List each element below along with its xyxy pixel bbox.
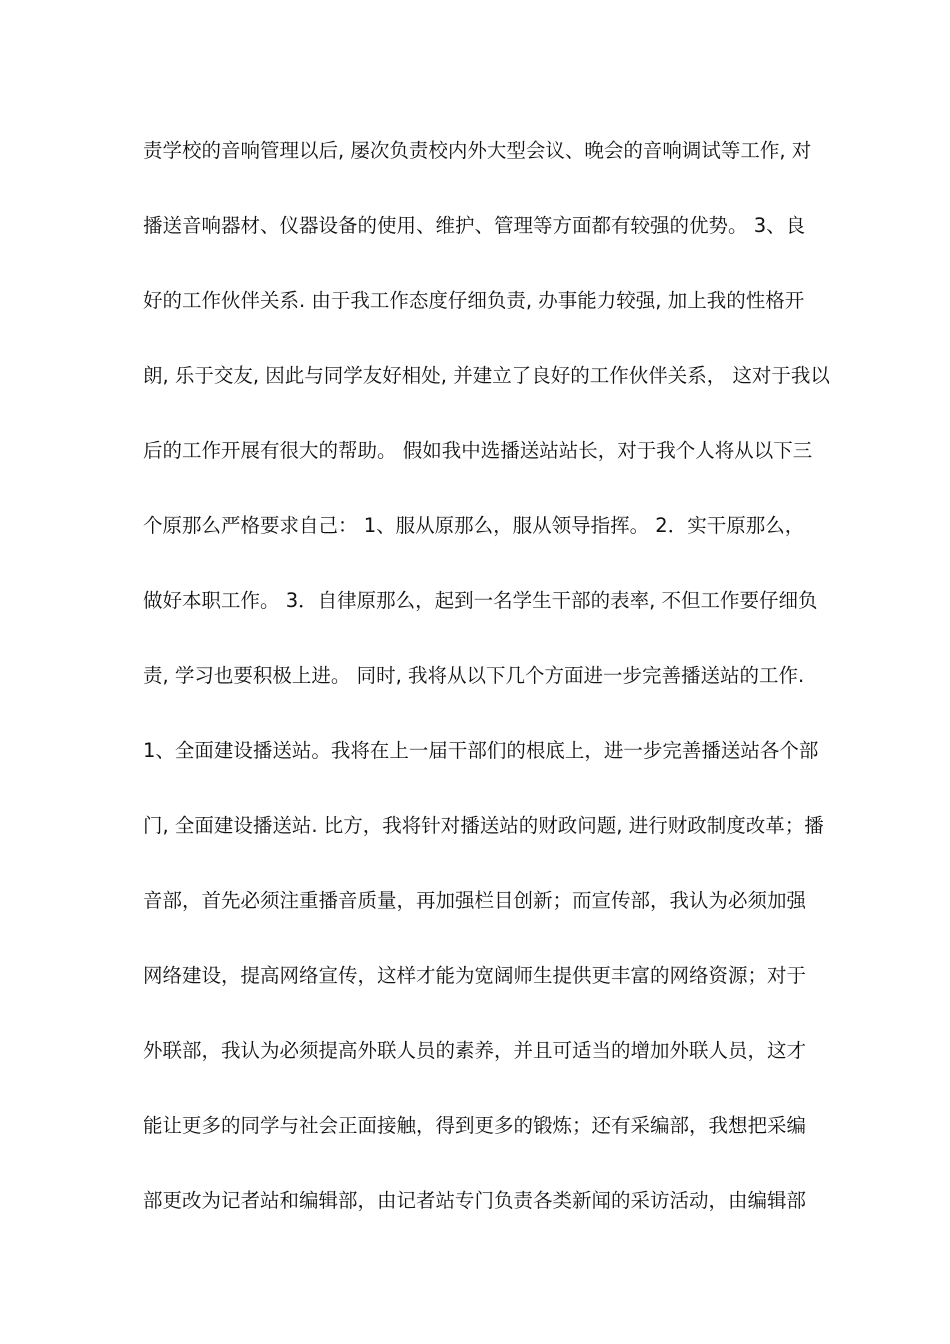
text-line: 1、全面建设播送站。我将在上一届干部们的根底上，进一步完善播送站各个部	[143, 739, 819, 762]
text-line: 个原那么严格要求自己： 1、服从原那么，服从领导指挥。 2．实干原那么，	[143, 514, 805, 537]
body-text	[143, 130, 830, 1255]
text-line: 门, 全面建设播送站. 比方，我将针对播送站的财政问题, 进行财政制度改革；播	[143, 814, 824, 837]
text-line: 朗, 乐于交友, 因此与同学友好相处, 并建立了良好的工作伙伴关系， 这对于我以	[143, 364, 830, 387]
text-line: 责, 学习也要积极上进。 同时, 我将从以下几个方面进一步完善播送站的工作.	[143, 664, 805, 687]
text-line: 音部，首先必须注重播音质量，再加强栏目创新；而宣传部，我认为必须加强	[143, 889, 807, 912]
text-line: 能让更多的同学与社会正面接触，得到更多的锻炼；还有采编部，我想把采编	[143, 1114, 807, 1137]
text-line: 后的工作开展有很大的帮助。 假如我中选播送站站长，对于我个人将从以下三	[143, 439, 813, 462]
text-line: 外联部，我认为必须提高外联人员的素养，并且可适当的增加外联人员，这才	[143, 1039, 807, 1062]
text-line: 做好本职工作。 3．自律原那么，起到一名学生干部的表率, 不但工作要仔细负	[143, 589, 818, 612]
text-line: 责学校的音响管理以后, 屡次负责校内外大型会议、晚会的音响调试等工作, 对	[143, 139, 812, 162]
text-line: 部更改为记者站和编辑部，由记者站专门负责各类新闻的采访活动，由编辑部	[143, 1189, 807, 1212]
text-line: 好的工作伙伴关系. 由于我工作态度仔细负责, 办事能力较强, 加上我的性格开	[143, 289, 805, 312]
text-line: 播送音响器材、仪器设备的使用、维护、管理等方面都有较强的优势。 3、良	[143, 214, 806, 237]
text-line: 网络建设，提高网络宣传，这样才能为宽阔师生提供更丰富的网络资源；对于	[143, 964, 807, 987]
